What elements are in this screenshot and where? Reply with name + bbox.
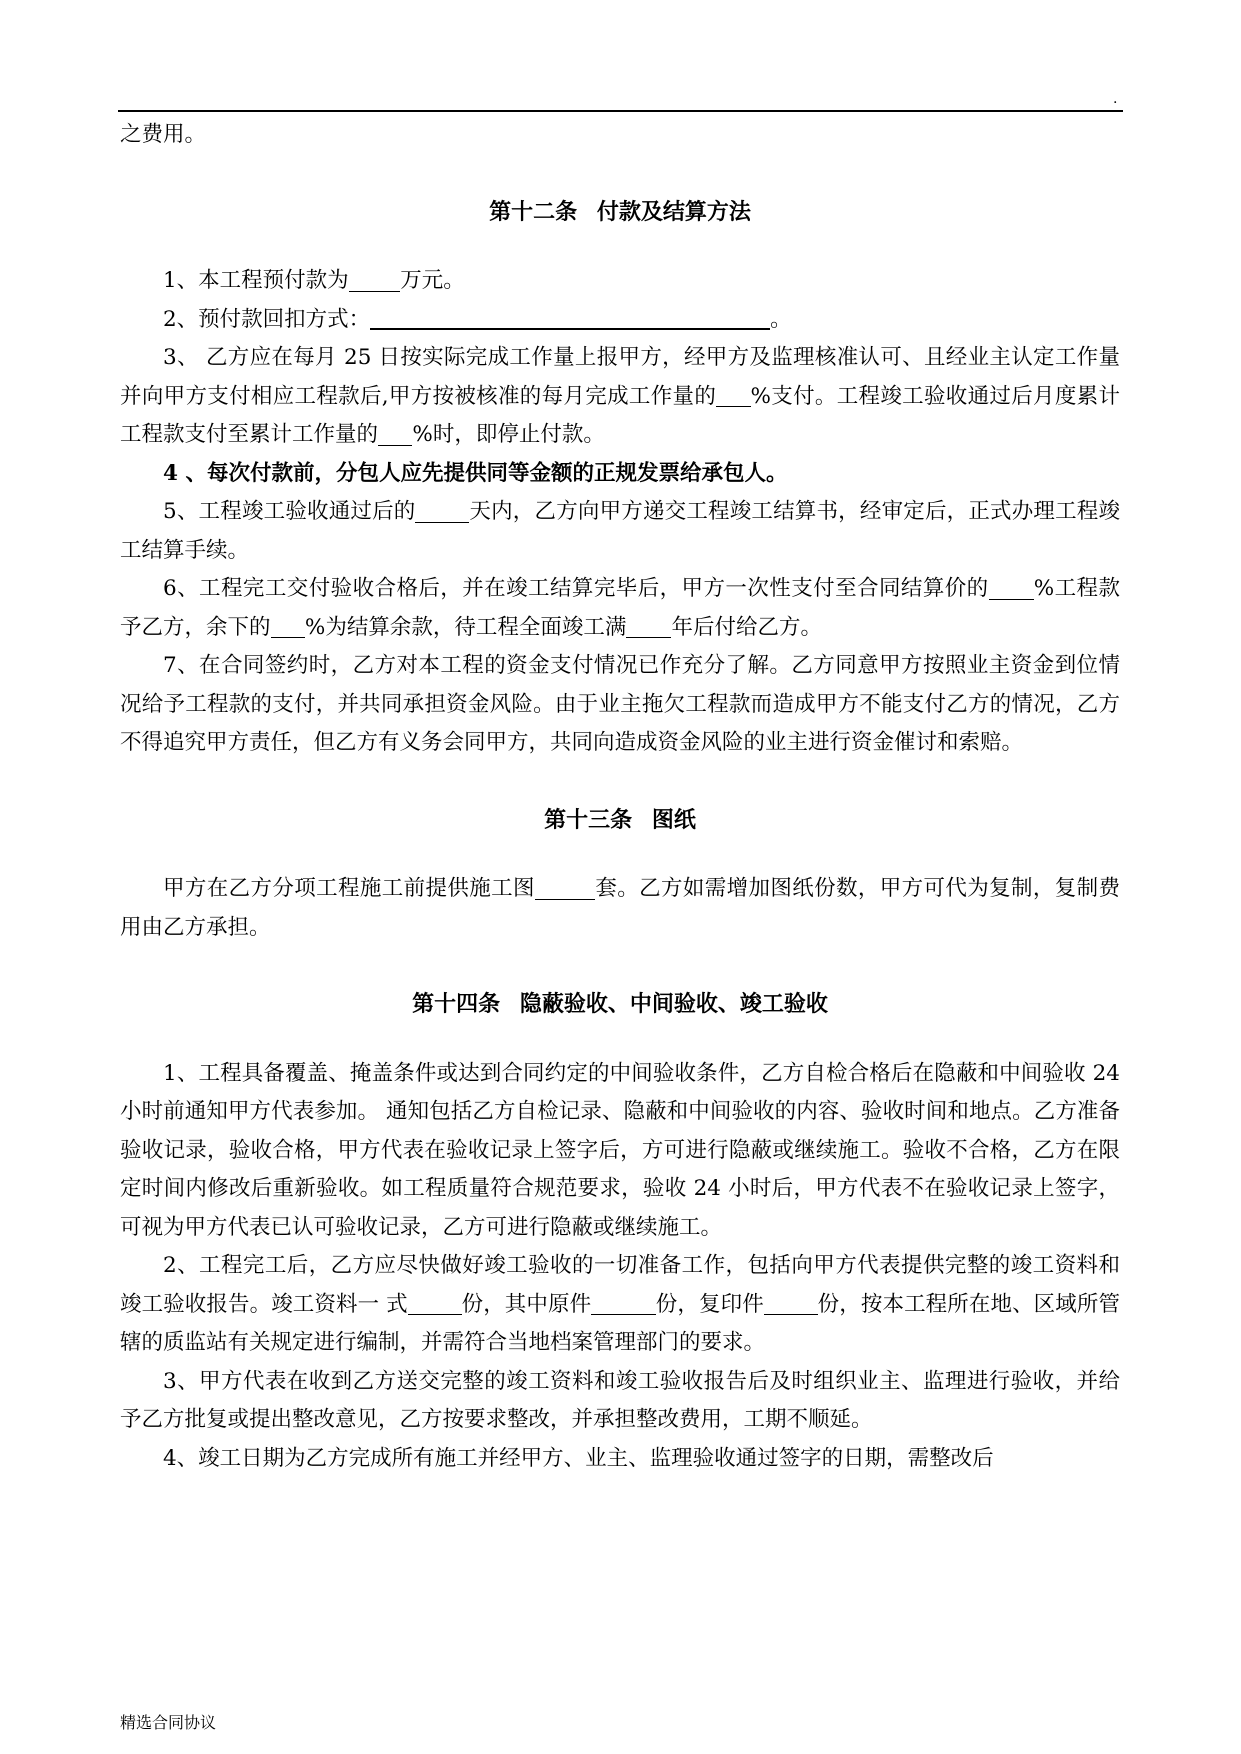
advance-payment-blank: [349, 268, 401, 292]
article-12-clause-7: 7、在合同签约时，乙方对本工程的资金支付情况已作充分了解。乙方同意甲方按照业主资金到位情况给予工程款的支付，并共同承担资金风险。由于业主拖欠工程款而造成甲方不能支付乙方的情况，乙方不得追究甲方责任，但乙方有义务会同甲方，共同向造成资金风险的业主进行资金催讨和索赔。: [120, 653, 1120, 755]
article-12-clause-2: 2、预付款回扣方式： 。: [163, 306, 792, 332]
monthly-percent-blank: [716, 384, 750, 408]
article-13-clause-1: 甲方在乙方分项工程施工前提供施工图 套。乙方如需增加图纸份数，甲方可代为复制，复制费用由乙方承担。: [120, 876, 1120, 940]
article-14-title: 隐蔽验收、中间验收、竣工验收: [519, 991, 828, 1017]
document-body: [120, 116, 1120, 1478]
article-13-title: 图纸: [651, 806, 696, 833]
article-14-clause-2: 2、工程完工后，乙方应尽快做好竣工验收的一切准备工作，包括向甲方代表提供完整的竣工资料和竣工验收报告。竣工资料一 式 份，其中原件 份，复印件 份，按本工程所在地、区域所管辖的质监站有关规定进行编制，并需符合当地档案管理部门的要求。: [120, 1253, 1120, 1355]
settlement-percent-blank: [989, 576, 1034, 600]
article-12-clause-6: 6、工程完工交付验收合格后，并在竣工结算完毕后，甲方一次性支付至合同结算价的 %工程款予乙方，余下的 %为结算余款，待工程全面竣工满 年后付给乙方。: [120, 576, 1120, 640]
article-12-clause-5: 5、工程竣工验收通过后的 天内，乙方向甲方递交工程竣工结算书，经审定后，正式办理工程竣工结算手续。: [120, 499, 1120, 563]
header-mark: .: [1113, 91, 1118, 107]
article-12-title: 付款及结算方法: [596, 198, 751, 225]
cumulative-percent-blank: [378, 422, 412, 446]
article-13-heading: [120, 801, 1120, 840]
settlement-days-blank: [415, 499, 469, 523]
article-14-heading: [120, 985, 1120, 1024]
article-14-clause-1: 1、工程具备覆盖、掩盖条件或达到合同约定的中间验收条件，乙方自检合格后在隐蔽和中间验收 24 小时前通知甲方代表参加。 通知包括乙方自检记录、隐蔽和中间验收的内容、验收时间和地点。乙方准备验收记录，验收合格，甲方代表在验收记录上签字后，方可进行隐蔽或继续施工。验收不合格，乙方在限定时间内修改后重新验收。如工程质量符合规范要求，验收 24 小时后，甲方代表不在验收记录上签字，可视为甲方代表已认可验收记录，乙方可进行隐蔽或继续施工。: [120, 1060, 1120, 1240]
article-14-clause-4: 4、竣工日期为乙方完成所有施工并经甲方、业主、监理验收通过签字的日期，需整改后: [163, 1445, 994, 1471]
article-12-clause-1: 1、本工程预付款为 万元。: [163, 268, 465, 293]
originals-blank: [591, 1292, 656, 1316]
article-12-clause-4: 4 、每次付款前，分包人应先提供同等金额的正规发票给承包人。: [163, 460, 788, 486]
photocopies-blank: [764, 1292, 818, 1316]
deduction-method-blank: [370, 306, 770, 331]
drawing-sets-blank: [535, 876, 595, 900]
article-12-clause-3: 3、 乙方应在每月 25 日按实际完成工作量上报甲方，经甲方及监理核准认可、且经业主认定工作量并向甲方支付相应工程款后,甲方按被核准的每月完成工作量的 %支付。工程竣工验收通过后月度累计工程款支付至累计工作量的 %时，即停止付款。: [120, 345, 1120, 447]
retention-percent-blank: [271, 615, 305, 639]
header-rule: [118, 110, 1123, 112]
article-13-number: 第十三条: [544, 806, 633, 833]
retention-years-blank: [626, 615, 671, 639]
article-14-number: 第十四条: [412, 991, 501, 1017]
article-12-heading: [120, 193, 1120, 232]
article-14-clause-3: 3、甲方代表在收到乙方送交完整的竣工资料和竣工验收报告后及时组织业主、监理进行验收，并给予乙方批复或提出整改意见，乙方按要求整改，并承担整改费用，工期不顺延。: [120, 1368, 1120, 1432]
intro-text: 之费用。: [120, 122, 207, 147]
footer-label: 精选合同协议: [120, 1713, 217, 1732]
article-12-number: 第十二条: [489, 198, 578, 225]
copies-total-blank: [408, 1292, 462, 1316]
